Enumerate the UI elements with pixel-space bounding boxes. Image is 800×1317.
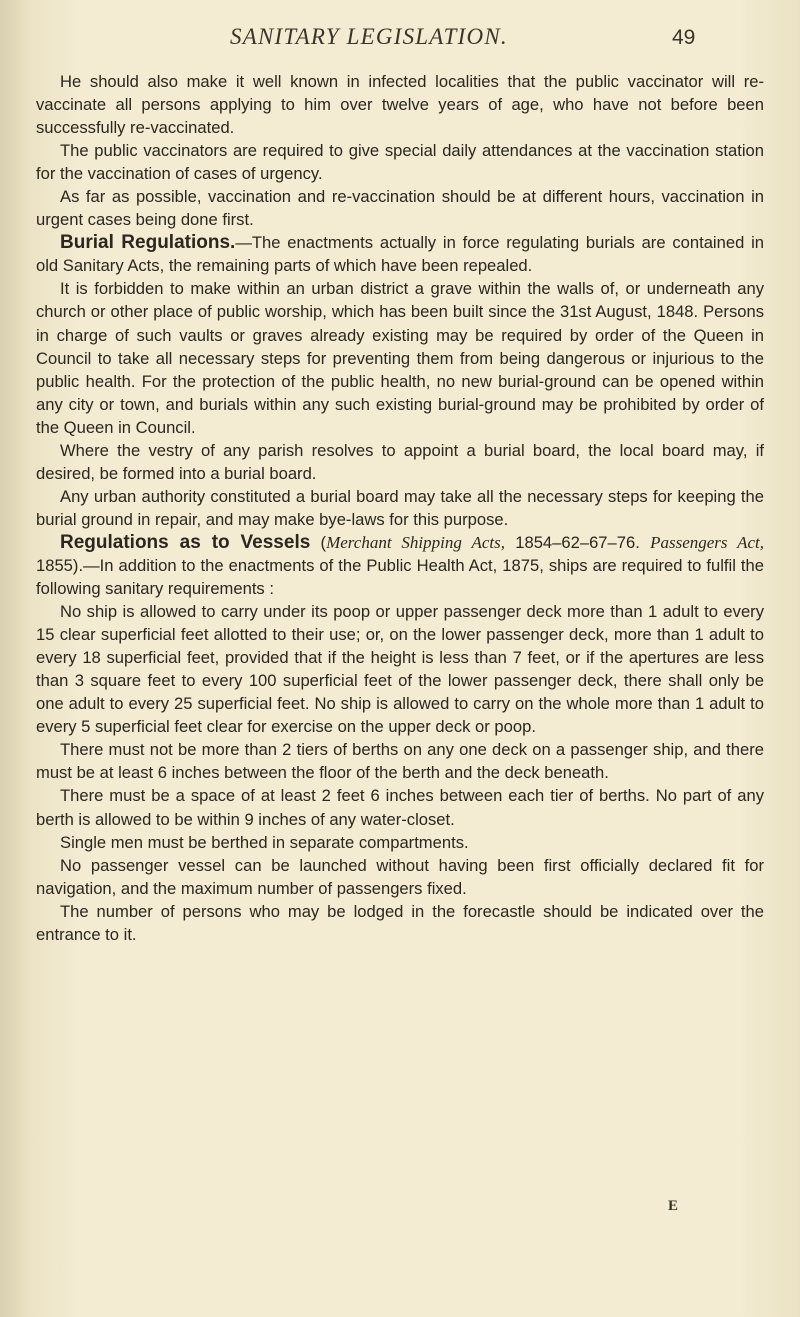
paragraph-grave-restrictions: It is forbidden to make within an urban district a grave within the walls of, or underneath any church or other place of public worship, which has been built since the 31st August, 1848. Persons in charge of such vaults or graves already existing may be required by order of the Queen in Council to take all necessary steps for preventing them from being dangerous or injurious to the public health. For the protection of the public health, no new burial-ground can be opened within any city or town, and burials within any such existing burial-ground may be prohibited by order of the Queen in Council.	[36, 279, 764, 437]
signature-mark: E	[668, 1198, 679, 1214]
cite-open: (	[310, 532, 327, 552]
paragraph-different-hours: As far as possible, vaccination and re-vaccination should be at different hours, vaccination in urgent cases being done first.	[36, 187, 764, 230]
paragraph-vessel-regulations	[36, 531, 764, 600]
burial-intro-text: —The enactments actually in force regulating burials are contained in old Sanitary Acts, the remaining parts of which have been repealed.	[36, 233, 765, 276]
page-number: 49	[672, 26, 696, 49]
paragraph-berth-tiers: There must not be more than 2 tiers of berths on any one deck on a passenger ship, and there must be at least 6 inches between the floor of the berth and the deck beneath.	[36, 740, 764, 783]
paragraph-public-vaccinator: He should also make it well known in infected localities that the public vaccinator will re-vaccinate all persons applying to him over twelve years of age, who have not before been successfully re-vaccinated.	[36, 72, 764, 138]
paragraph-forecastle: The number of persons who may be lodged in the forecastle should be indicated over the entrance to it.	[36, 901, 764, 944]
paragraph-burial-regulations	[36, 231, 764, 277]
body-text	[36, 70, 764, 946]
paragraph-berth-spacing: There must be a space of at least 2 feet 6 inches between each tier of berths. No part of any berth is allowed to be within 9 inches of any water-closet.	[36, 786, 764, 829]
citation-passengers-act: Passengers Act,	[650, 532, 765, 552]
paragraph-urban-authority: Any urban authority constituted a burial board may take all the necessary steps for keeping the burial ground in repair, and may make bye-laws for this purpose.	[36, 486, 764, 529]
page-header	[0, 14, 800, 54]
section-heading-vessels: Regulations as to Vessels	[60, 531, 311, 553]
section-heading-burial: Burial Regulations.	[60, 232, 236, 254]
citation-years: 1854–62–67–76.	[504, 532, 651, 552]
paragraph-special-attendances: The public vaccinators are required to give special daily attendances at the vaccination station for the vaccination of cases of urgency.	[36, 141, 764, 184]
paragraph-vestry-burial-board: Where the vestry of any parish resolves to appoint a burial board, the local board may, if desired, be formed into a burial board.	[36, 440, 764, 483]
paragraph-deck-space: No ship is allowed to carry under its poop or upper passenger deck more than 1 adult to every 15 clear superficial feet allotted to their use; or, on the lower passenger deck, more than 1 adult to every 18 superficial feet, provided that if the height is less than 7 feet, or if the apertures are less than 3 square feet to every 100 superficial feet of the lower passenger deck, there shall only be one adult to every 25 superficial feet. No ship is allowed to carry on the whole more than 1 adult to every 5 superficial feet clear for exercise on the upper deck or poop.	[36, 602, 764, 737]
citation-merchant-shipping: Merchant Shipping Acts,	[326, 532, 505, 552]
paragraph-launch-fitness: No passenger vessel can be launched without having been first officially declared fit for navigation, and the maximum number of passengers fixed.	[36, 855, 764, 898]
paragraph-single-men: Single men must be berthed in separate compartments.	[60, 832, 469, 852]
running-title: SANITARY LEGISLATION.	[230, 24, 508, 49]
vessels-intro-text: 1855).—In addition to the enactments of the Public Health Act, 1875, ships are required to fulfil the following sanitary requirements :	[36, 555, 764, 599]
